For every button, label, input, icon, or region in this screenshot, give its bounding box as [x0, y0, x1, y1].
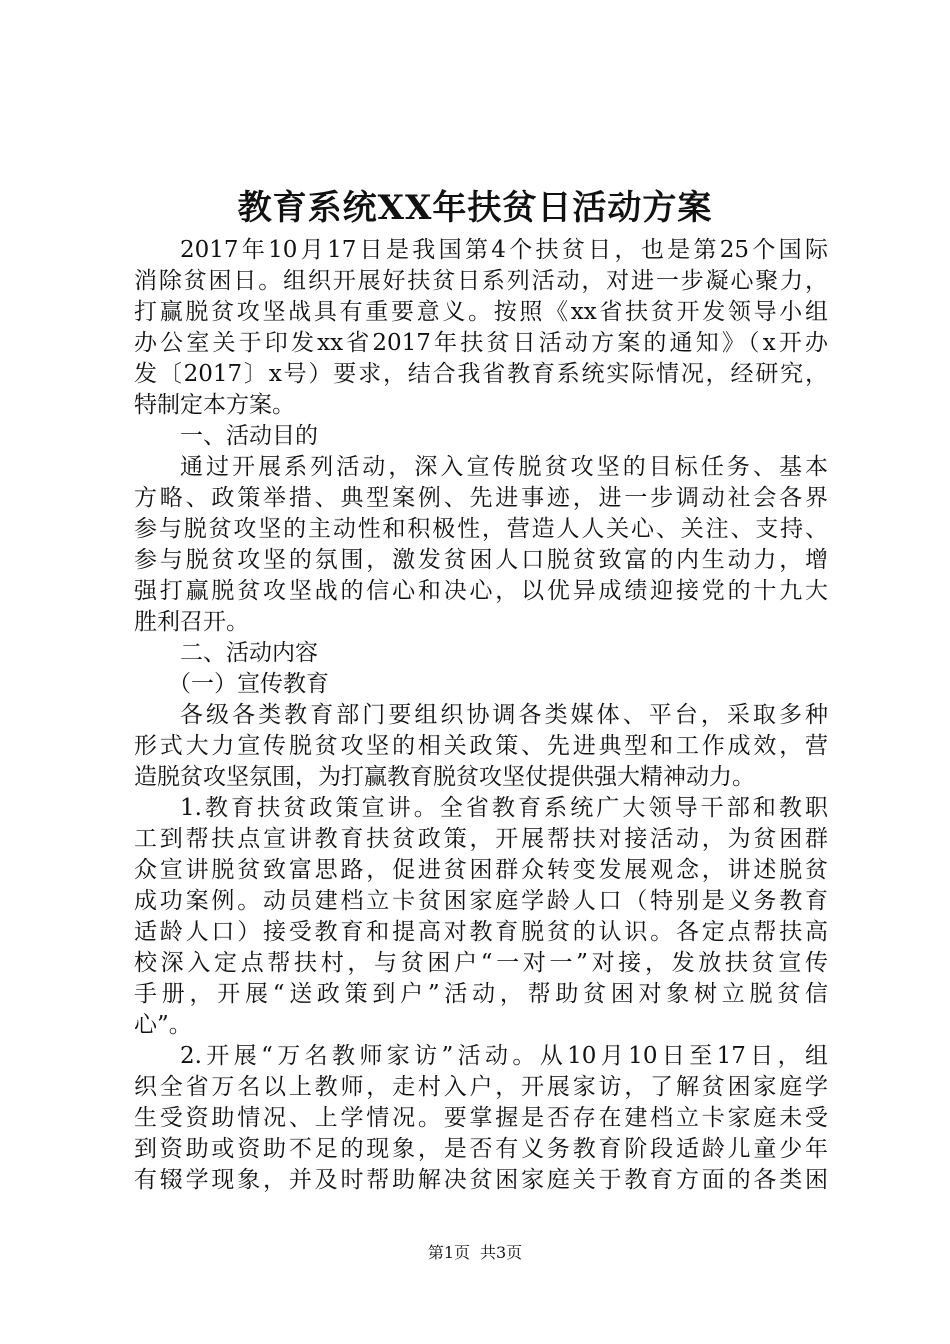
- page-count: 共3页: [480, 1243, 523, 1262]
- text-line: 生受资助情况、上学情况。要掌握是否存在建档立卡家庭未受: [134, 1105, 828, 1131]
- text-line: 参与脱贫攻坚的氛围，激发贫困人口脱贫致富的内生动力，增: [134, 547, 828, 573]
- text-line: 成功案例。动员建档立卡贫困家庭学龄人口（特别是义务教育: [134, 888, 828, 914]
- document-title: 教育系统XX年扶贫日活动方案: [237, 188, 713, 228]
- text-line: 特制定本方案。: [134, 392, 295, 418]
- text-line: 适龄人口）接受教育和提高对教育脱贫的认识。各定点帮扶高: [134, 919, 828, 945]
- text-line: 手册，开展“送政策到户”活动，帮助贫困对象树立脱贫信: [134, 981, 828, 1007]
- text-line: 胜利召开。: [134, 609, 249, 635]
- document-body: [134, 235, 828, 1196]
- text-line: 2.开展“万名教师家访”活动。从10月10日至17日，组: [180, 1043, 828, 1069]
- text-line: 参与脱贫攻坚的主动性和积极性，营造人人关心、关注、支持、: [134, 516, 828, 542]
- page-number: 第1页: [427, 1243, 470, 1262]
- text-line: 方略、政策举措、典型案例、先进事迹，进一步调动社会各界: [134, 485, 828, 511]
- text-line: 消除贫困日。组织开展好扶贫日系列活动，对进一步凝心聚力，: [134, 268, 828, 294]
- section-heading: 一、活动目的: [180, 423, 318, 449]
- text-line: 织全省万名以上教师，走村入户，开展家访，了解贫困家庭学: [134, 1074, 828, 1100]
- text-line: 各级各类教育部门要组织协调各类媒体、平台，采取多种: [180, 702, 828, 728]
- text-line: 办公室关于印发xx省2017年扶贫日活动方案的通知》（x开办: [134, 330, 828, 356]
- text-line: 有辍学现象，并及时帮助解决贫困家庭关于教育方面的各类困: [134, 1167, 828, 1193]
- text-line: 到资助或资助不足的现象，是否有义务教育阶段适龄儿童少年: [134, 1136, 828, 1162]
- text-line: 心”。: [134, 1012, 192, 1038]
- section-heading: 二、活动内容: [180, 640, 318, 666]
- text-line: 发〔2017〕x号）要求，结合我省教育系统实际情况，经研究，: [134, 361, 828, 387]
- text-line: 形式大力宣传脱贫攻坚的相关政策、先进典型和工作成效，营: [134, 733, 828, 759]
- text-line: 强打赢脱贫攻坚战的信心和决心，以优异成绩迎接党的十九大: [134, 578, 828, 604]
- page-footer: [0, 1241, 950, 1265]
- text-line: 造脱贫攻坚氛围，为打赢教育脱贫攻坚仗提供强大精神动力。: [134, 764, 755, 790]
- text-line: 通过开展系列活动，深入宣传脱贫攻坚的目标任务、基本: [180, 454, 828, 480]
- text-line: 校深入定点帮扶村，与贫困户“一对一”对接，发放扶贫宣传: [134, 950, 828, 976]
- text-line: 众宣讲脱贫致富思路，促进贫困群众转变发展观念，讲述脱贫: [134, 857, 828, 883]
- text-line: 2017年10月17日是我国第4个扶贫日，也是第25个国际: [180, 237, 828, 263]
- text-line: 打赢脱贫攻坚战具有重要意义。按照《xx省扶贫开发领导小组: [134, 299, 828, 325]
- text-line: 工到帮扶点宣讲教育扶贫政策，开展帮扶对接活动，为贫困群: [134, 826, 828, 852]
- subsection-heading: （一）宣传教育: [168, 671, 329, 697]
- text-line: 1.教育扶贫政策宣讲。全省教育系统广大领导干部和教职: [180, 795, 828, 821]
